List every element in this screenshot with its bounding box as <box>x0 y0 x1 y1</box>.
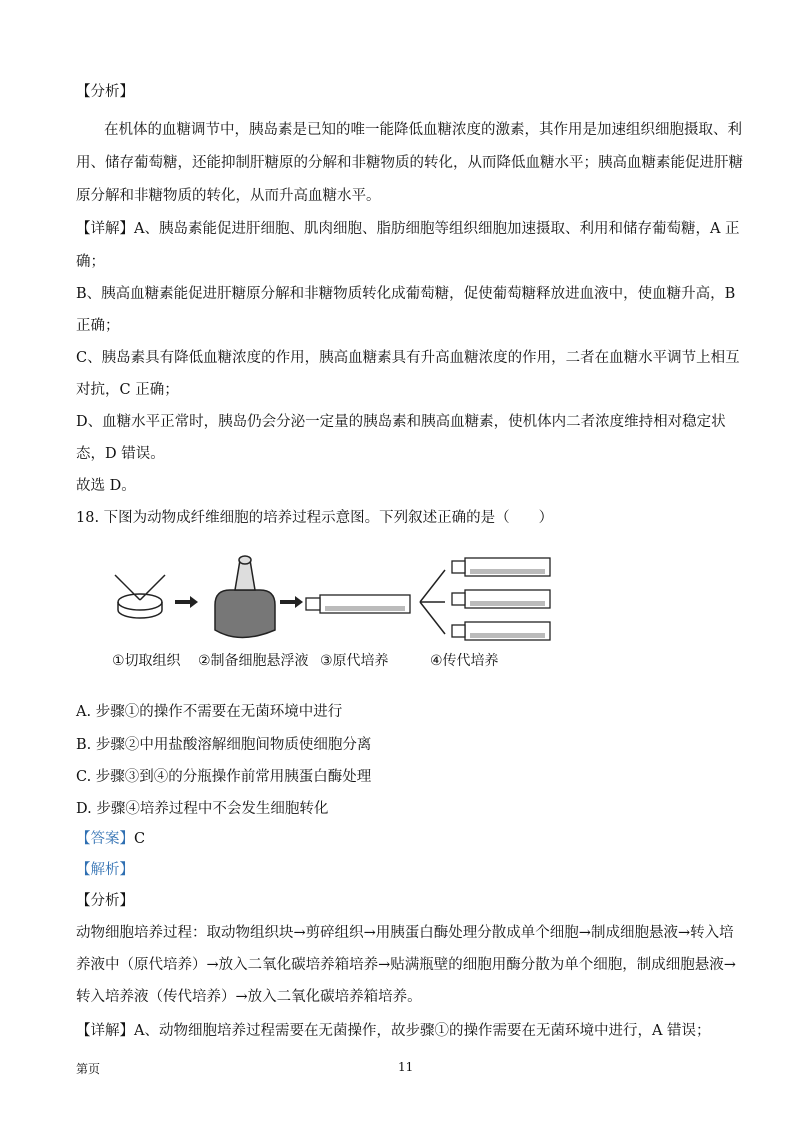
detail-line: 确； <box>76 254 105 270</box>
option-c: C. 步骤③到④的分瓶操作前常用胰蛋白酶处理 <box>76 769 372 785</box>
figure-label: ③原代培养 <box>320 653 389 669</box>
detail-line: B、胰高血糖素能促进肝糖原分解和非糖物质转化成葡萄糖，促使葡萄糖释放进血液中，使血糖升高，B <box>76 286 736 302</box>
detail-line: 对抗，C 正确； <box>76 382 179 398</box>
option-d: D. 步骤④培养过程中不会发生细胞转化 <box>76 801 329 817</box>
flask-stirrer-icon <box>215 556 275 638</box>
analysis-para-line: 在机体的血糖调节中，胰岛素是已知的唯一能降低血糖浓度的激素，其作用是加速组织细胞摄取、利 <box>104 122 742 138</box>
option-a: A. 步骤①的操作不需要在无菌环境中进行 <box>76 704 343 720</box>
detail2-line: 【详解】A、动物细胞培养过程需要在无菌操作，故步骤①的操作需要在无菌环境中进行，A 错误； <box>76 1023 711 1039</box>
figure-label: ②制备细胞悬浮液 <box>198 653 309 669</box>
detail-line: 【详解】A、胰岛素能促进肝细胞、肌肉细胞、脂肪细胞等组织细胞加速摄取、利用和储存葡萄糖，A 正 <box>76 221 740 237</box>
detail-line: 态，D 错误。 <box>76 446 165 462</box>
detail-line: D、血糖水平正常时，胰岛仍会分泌一定量的胰岛素和胰高血糖素，使机体内二者浓度维持相对稳定状 <box>76 414 726 430</box>
detail-line: 故选 D。 <box>76 478 136 494</box>
culture-flask-icon <box>452 590 550 608</box>
analysis-para-line: 原分解和非糖物质的转化，从而升高血糖水平。 <box>76 188 381 204</box>
culture-flask-icon <box>306 595 410 613</box>
explain-label: 【解析】 <box>76 862 134 878</box>
analysis2-header: 【分析】 <box>76 893 134 909</box>
culture-flask-icon <box>452 622 550 640</box>
answer-value: C <box>134 831 146 847</box>
analysis2-line: 动物细胞培养过程：取动物组织块→剪碎组织→用胰蛋白酶处理分散成单个细胞→制成细胞悬液→转入培 <box>76 925 734 941</box>
answer <box>76 829 145 849</box>
page-number: 11 <box>398 1060 414 1074</box>
footer-left: 第页 <box>76 1062 101 1076</box>
option-b: B. 步骤②中用盐酸溶解细胞间物质使细胞分离 <box>76 737 372 753</box>
analysis2-line: 养液中（原代培养）→放入二氧化碳培养箱培养→贴满瓶壁的细胞用酶分散为单个细胞，制成细胞悬液→ <box>76 957 736 973</box>
analysis-para-line: 用、储存葡萄糖，还能抑制肝糖原的分解和非糖物质的转化，从而降低血糖水平；胰高血糖素能促进肝糖 <box>76 155 743 171</box>
figure-label: ④传代培养 <box>430 653 499 669</box>
figure-label: ①切取组织 <box>112 653 181 669</box>
question-stem: 18. 下图为动物成纤维细胞的培养过程示意图。下列叙述正确的是（ ） <box>76 510 554 526</box>
arrow-icon <box>175 596 198 608</box>
arrow-icon <box>280 596 303 608</box>
culture-flask-icon <box>452 558 550 576</box>
branch-arrows-icon <box>420 570 445 634</box>
analysis-header: 【分析】 <box>76 84 134 100</box>
answer-label: 【答案】 <box>76 831 134 847</box>
analysis2-line: 转入培养液（传代培养）→放入二氧化碳培养箱培养。 <box>76 989 422 1005</box>
detail-line: C、胰岛素具有降低血糖浓度的作用，胰高血糖素具有升高血糖浓度的作用，二者在血糖水平调节上相互 <box>76 350 740 366</box>
cut-tissue-icon <box>115 575 165 618</box>
detail-line: 正确； <box>76 318 120 334</box>
